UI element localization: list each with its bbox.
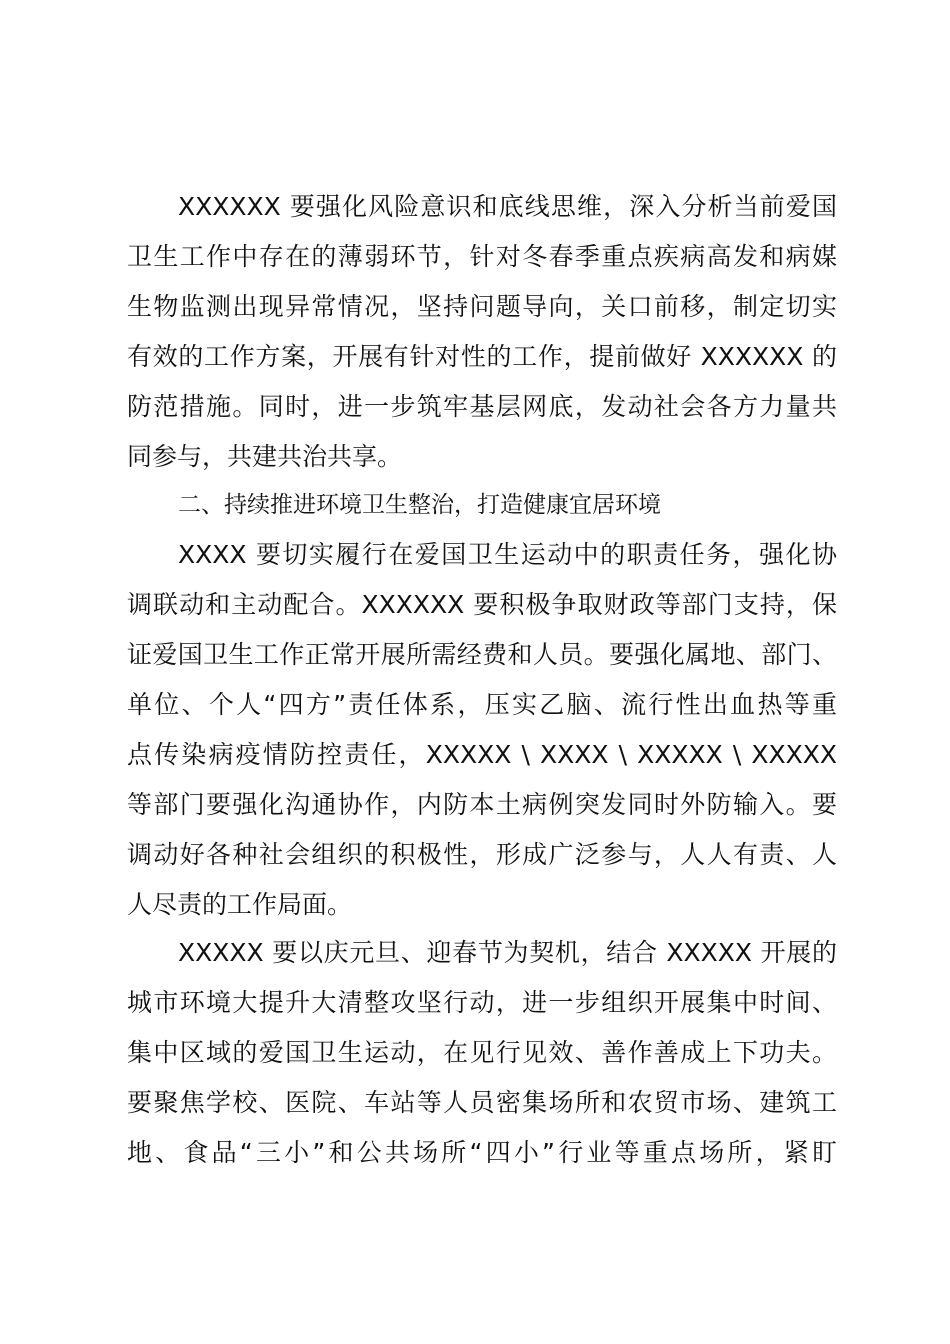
paragraph-2-line-8: 人尽责的工作局面。 <box>127 890 353 919</box>
paragraph-2-line-1: XXXX 要切实履行在爱国卫生运动中的职责任务，强化协 <box>178 540 837 569</box>
paragraph-3-line-3: 集中区域的爱国卫生运动，在见行见效、善作善成上下功夫。 <box>127 1038 837 1067</box>
section-heading: 二、持续推进环境卫生整治，打造健康宜居环境 <box>178 492 661 518</box>
paragraph-1-line-6: 同参与，共建共治共享。 <box>127 442 403 471</box>
paragraph-2-line-7: 调动好各种社会组织的积极性，形成广泛参与，人人有责、人 <box>127 840 837 869</box>
paragraph-2-line-3: 证爱国卫生工作正常开展所需经费和人员。要强化属地、部门、 <box>127 640 837 669</box>
paragraph-3-line-1: XXXXX 要以庆元旦、迎春节为契机，结合 XXXXX 开展的 <box>178 938 837 967</box>
paragraph-2-line-4: 单位、个人“四方”责任体系，压实乙脑、流行性出血热等重 <box>127 690 837 719</box>
paragraph-1-line-4: 有效的工作方案，开展有针对性的工作，提前做好 XXXXXX 的 <box>127 342 837 371</box>
paragraph-1-line-3: 生物监测出现异常情况，坚持问题导向，关口前移，制定切实 <box>127 292 837 321</box>
paragraph-1-line-1: XXXXXX 要强化风险意识和底线思维，深入分析当前爱国 <box>178 192 837 221</box>
paragraph-3-line-2: 城市环境大提升大清整攻坚行动，进一步组织开展集中时间、 <box>127 988 837 1017</box>
paragraph-2-line-5: 点传染病疫情防控责任，XXXXX \ XXXX \ XXXXX \ XXXXX <box>127 740 837 769</box>
paragraph-1-line-5: 防范措施。同时，进一步筑牢基层网底，发动社会各方力量共 <box>127 392 837 421</box>
paragraph-2-line-6: 等部门要强化沟通协作，内防本土病例突发同时外防输入。要 <box>127 790 837 819</box>
paragraph-3-line-5: 地、食品“三小”和公共场所“四小”行业等重点场所，紧盯 <box>127 1138 837 1167</box>
paragraph-1-line-2: 卫生工作中存在的薄弱环节，针对冬春季重点疾病高发和病媒 <box>127 242 837 271</box>
paragraph-3-line-4: 要聚焦学校、医院、车站等人员密集场所和农贸市场、建筑工 <box>127 1088 837 1117</box>
paragraph-2-line-2: 调联动和主动配合。XXXXXX 要积极争取财政等部门支持，保 <box>127 590 837 619</box>
